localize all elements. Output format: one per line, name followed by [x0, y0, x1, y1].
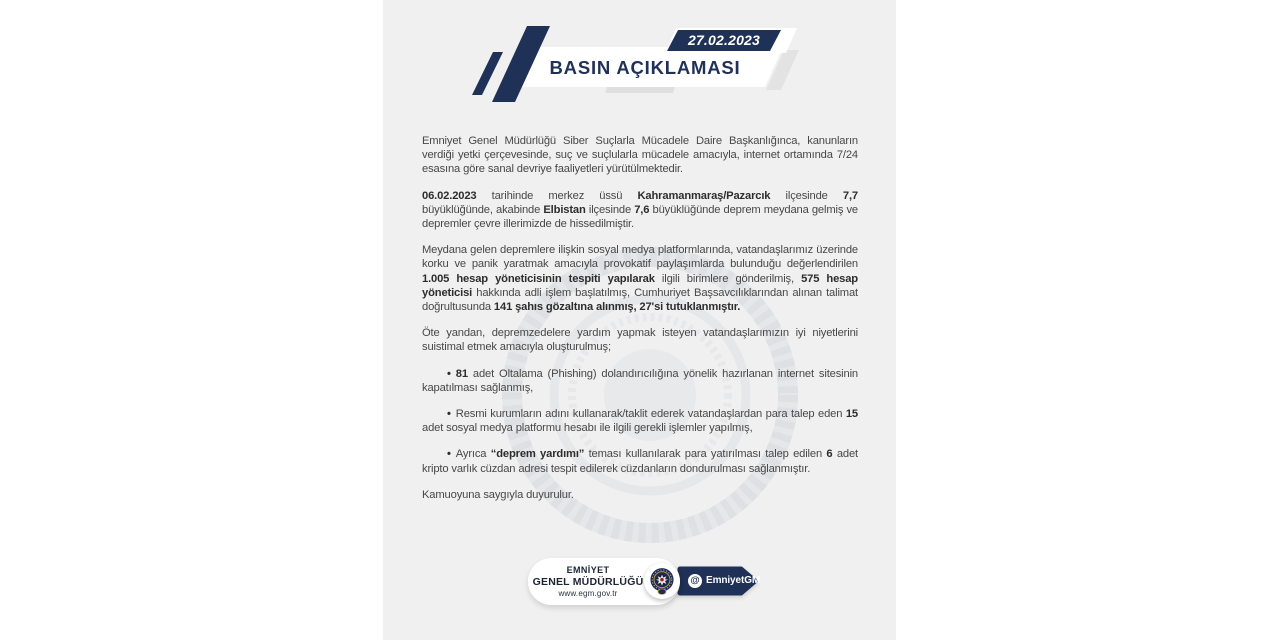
at-icon — [688, 574, 702, 588]
bold-text-segment: 575 hesap yöneticisi — [422, 272, 858, 299]
header-banner — [383, 0, 896, 130]
paragraph — [422, 189, 858, 232]
bold-text-segment: Kahramanmaraş/Pazarcık — [637, 189, 771, 202]
text-segment: tarihinde merkez üssü — [476, 189, 638, 202]
band-bottom-shadow — [605, 87, 675, 93]
bold-text-segment: 81 — [455, 367, 468, 380]
text-segment: adet kripto varlık cüzdan adresi tespit edilerek cüzdanların dondurulması sağlanmıştır. — [422, 448, 859, 475]
bold-text-segment: 06.02.2023 — [422, 189, 477, 202]
text-segment: büyüklüğünde deprem meydana gelmiş ve depremler çevre illerimizde de hissedilmiştir. — [422, 203, 858, 231]
bold-text-segment: 141 şahıs gözaltına alınmış, 27'si tutuklanmıştır. — [493, 301, 741, 314]
bold-text-segment: 6 — [826, 448, 833, 461]
bold-text-segment: “deprem yardımı” — [490, 448, 585, 461]
bullet-icon: • — [447, 448, 451, 461]
social-handle: EmniyetGM — [706, 575, 761, 586]
police-emblem-icon — [644, 563, 680, 599]
at-symbol: @ — [690, 575, 700, 586]
bullet-item — [422, 447, 858, 475]
text-segment: hakkında adli işlem başlatılmış, Cumhuriyet Başsavcılıklarından alınan talimat doğrultusunda — [422, 286, 858, 314]
text-segment: teması kullanılarak para yatırılması talep edilen — [584, 448, 827, 461]
paragraph — [422, 326, 858, 354]
paragraph — [422, 488, 858, 502]
text-segment: Kamuoyuna saygıyla duyurulur. — [422, 488, 574, 501]
text-segment: Öte yandan, depremzedelere yardım yapmak isteyen vatandaşlarımızın iyi niyetlerini suistimal etmek amacıyla oluşturulmuş; — [422, 327, 858, 354]
text-segment: ilgili birimlere gönderilmiş, — [654, 272, 802, 285]
text-segment: Emniyet Genel Müdürlüğü Siber Suçlarla Mücadele Daire Başkanlığınca, kanunların verdiği yetki çerçevesinde, suç ve suçlularla mücadele amacıyla, internet ortamında 7/24 esasına göre sanal devriye faaliyetleri yürütülmektedir. — [422, 135, 858, 176]
press-release-title: BASIN AÇIKLAMASI — [549, 57, 741, 78]
bold-text-segment: 7,7 — [842, 189, 858, 202]
org-name-line1: EMNİYET — [566, 565, 610, 575]
text-segment: ilçesinde — [770, 189, 843, 202]
text-segment: Ayrıca — [455, 448, 491, 461]
bullet-icon: • — [447, 408, 451, 421]
text-segment: ilçesinde — [585, 203, 635, 216]
body-text — [422, 134, 858, 514]
bullet-icon: • — [447, 367, 451, 380]
bullet-item — [422, 367, 858, 395]
paragraph — [422, 243, 858, 314]
bold-text-segment: 7,6 — [634, 203, 650, 216]
bullet-item — [422, 407, 858, 435]
text-segment: adet Oltalama (Phishing) dolandırıcılığına yönelik hazırlanan internet sitesinin kapatılması sağlanmış, — [422, 367, 858, 394]
text-segment: adet sosyal medya platformu hesabı ile ilgili gerekli işlemler yapılmış, — [422, 422, 753, 435]
text-segment: Resmi kurumların adını kullanarak/taklit ederek vatandaşlardan para talep eden — [455, 408, 846, 421]
org-name-line2: GENEL MÜDÜRLÜĞÜ — [532, 576, 644, 588]
bold-text-segment: Elbistan — [543, 203, 586, 216]
date-text: 27.02.2023 — [687, 32, 761, 48]
press-release-document — [383, 0, 896, 640]
paragraph — [422, 134, 858, 177]
text-segment: büyüklüğünde, akabinde — [422, 203, 544, 216]
bold-text-segment: 1.005 hesap yöneticisinin tespiti yapılarak — [422, 272, 655, 285]
website-url: www.egm.gov.tr — [558, 589, 618, 598]
text-segment: Meydana gelen depremlere ilişkin sosyal medya platformlarında, vatandaşlarımız üzerinde korku ve panik yaratmak amacıyla provokatif paylaşımlarda bulunduğu değerlendirilen — [422, 244, 858, 271]
bold-text-segment: 15 — [845, 408, 858, 421]
